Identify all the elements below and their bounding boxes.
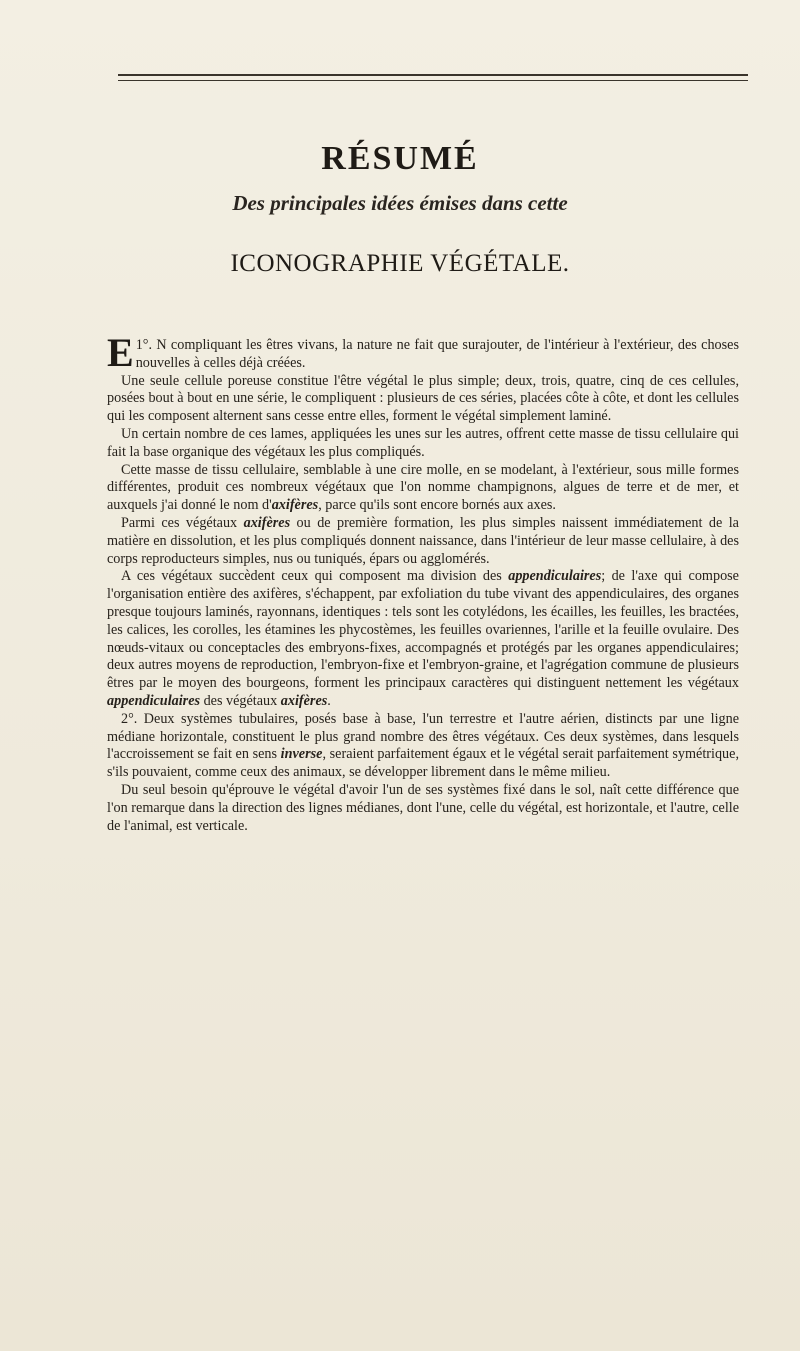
paragraph-6 [107,568,739,710]
term-appendiculaires: appendiculaires [107,692,201,709]
paragraph-6-text-a: A ces végétaux succèdent ceux qui composent ma division des [121,568,509,585]
paragraph-7-text-a: 2°. Deux systèmes tubulaires, posés base à base, l'un terrestre et l'autre aérien, distincts par une ligne médiane horizontale, constituent le plus grand nombre des êtres végétaux. Ces deux systèmes, dans lesquels l'accroissement se fait en sens [107,710,739,763]
paragraph-1-text: compliquant les êtres vivans, la nature ne fait que surajouter, de l'intérieur à l'extérieur, des choses nouvelles à celles déjà créées. [135,337,739,371]
paragraph-5-text-a: Parmi ces végétaux [121,514,244,531]
paragraph-6-text-c: des végétaux [200,692,281,709]
top-rule-thin [118,80,748,81]
paragraph-7 [107,711,739,782]
term-axiferes: axifères [271,497,319,514]
paragraph-4-text-b: , parce qu'ils sont encore bornés aux axes. [318,497,556,514]
paragraph-2: Une seule cellule poreuse constitue l'être végétal le plus simple; deux, trois, quatre, cinq de ces cellules, posées bout à bout en une série, le compliquent : plusieurs de ces séries, placées côte à côte, et dont les cellules qui les composent alternent sans cesse entre elles, forment le végétal simplement laminé. [107,372,739,425]
paragraph-8: Du seul besoin qu'éprouve le végétal d'avoir l'un de ses systèmes fixé dans le sol, naît cette différence que l'on remarque dans la direction des lignes médianes, dont l'une, celle du végétal, est horizontale, et l'autre, celle de l'animal, est verticale. [107,781,739,834]
term-axiferes: axifères [243,514,291,531]
term-appendiculaires: appendiculaires [508,568,602,585]
page-subtitle: Des principales idées émises dans cette [232,191,568,215]
paragraph-6-text-b: ; de l'axe qui compose l'organisation entière des axifères, s'échappent, par exfoliation du tube vivant des appendiculaires, des organes presque toujours laminés, rayonnans, identiques : tels sont les cotylédons, les écailles, les feuilles, les bractées, les calices, les corolles, les étamines les phycostèmes, les feuilles ovariennes, l'arille et la feuille ovulaire. Des nœuds-vitaux ou conceptacles des embryons-fixes, accompagnés et protégés par les organes appendiculaires; deux autres moyens de reproduction, l'embryon-fixe et l'embryon-graine, et l'agrégation commune de plusieurs êtres par le moyen des bourgeons, forment les principaux caractères qui distinguent nettement les végétaux [107,568,739,692]
drop-cap: E [107,330,134,375]
paragraph-number: 1°. [135,337,157,353]
term-axiferes: axifères [280,692,328,709]
paragraph-5 [107,515,739,568]
paragraph-5-text-b: ou de première formation, les plus simples naissent immédiatement de la matière en dissolution, et les plus compliqués donnent naissance, dans l'intérieur de leur masse cellulaire, à des corps reproducteurs simples, nus ou tuniqués, épars ou agglomérés. [107,514,739,567]
page-title: RÉSUMÉ [321,140,479,177]
paragraph-4 [107,462,739,515]
paragraph-6-text-d: . [327,692,331,709]
paragraph-4-text-a: Cette masse de tissu cellulaire, semblable à une cire molle, en se modelant, à l'extérieur, sous mille formes différentes, produit ces nombreux végétaux que l'on nomme champignons, algues de terre et de mer, et auxquels j'ai donné le nom d' [107,461,739,514]
drop-cap-continuation: N [156,337,167,353]
page-subtitle-heading: ICONOGRAPHIE VÉGÉTALE. [230,250,570,277]
paragraph-3: Un certain nombre de ces lames, appliquées les unes sur les autres, offrent cette masse de tissu cellulaire qui fait la base organique des végétaux les plus compliqués. [107,425,739,460]
term-inverse: inverse [280,746,323,763]
body-text [107,330,739,835]
paragraph-7-text-b: , seraient parfaitement égaux et le végétal serait parfaitement symétrique, s'ils pouvaient, comme ceux des animaux, se développer librement dans le même milieu. [107,746,739,781]
top-rule [118,74,748,76]
paragraph-1 [107,330,739,375]
